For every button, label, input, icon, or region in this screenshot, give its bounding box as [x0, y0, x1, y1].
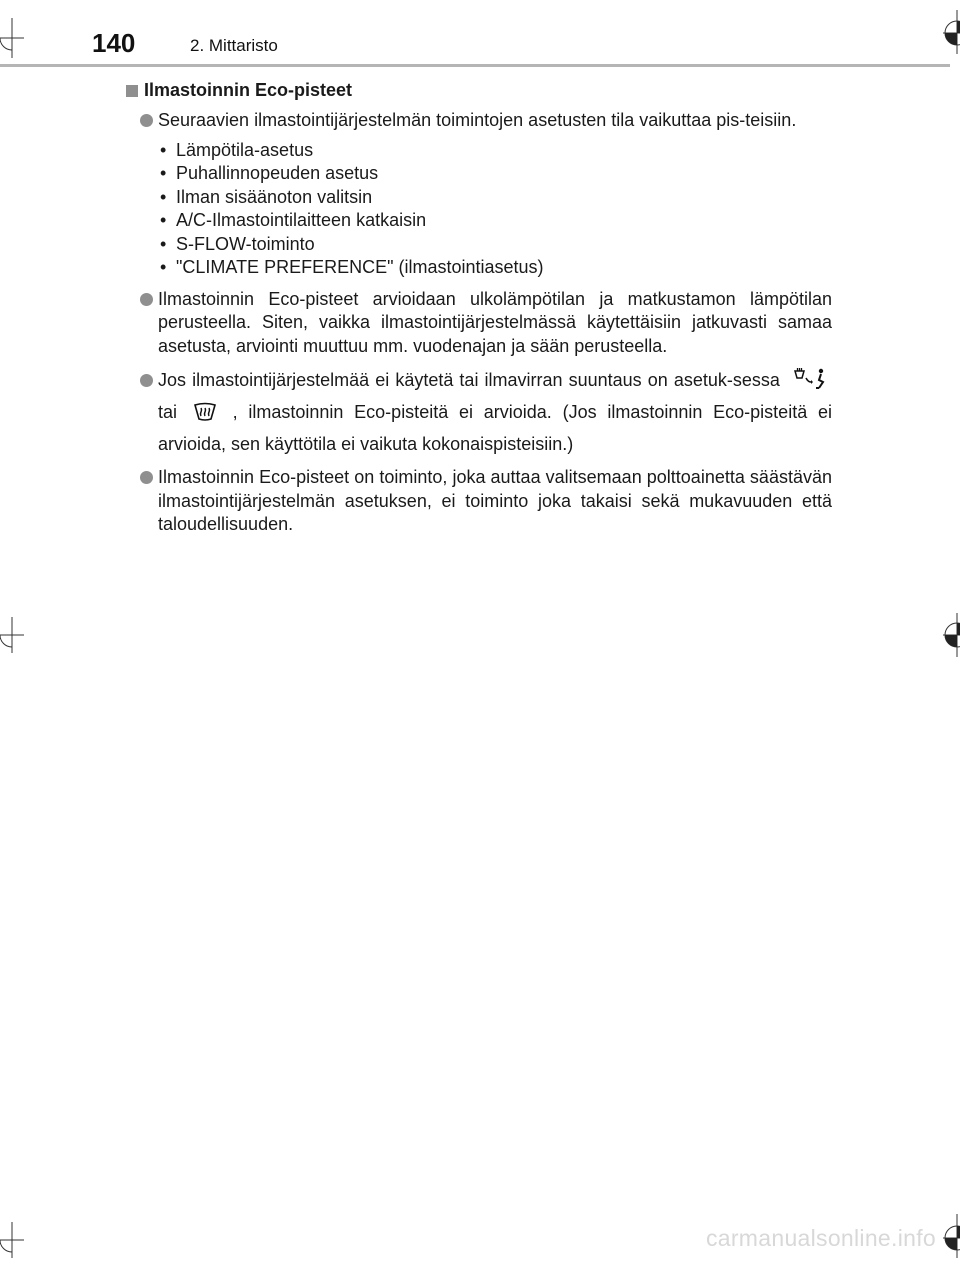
paragraph-intro-text: Seuraavien ilmastointijärjestelmän toimintojen asetusten tila vaikuttaa pis-teisiin.	[158, 110, 797, 130]
registration-mark-mid-right	[925, 613, 960, 657]
square-bullet-icon	[126, 85, 138, 97]
crop-mark-top-left	[0, 18, 30, 58]
round-bullet-icon	[140, 114, 153, 127]
section-title: Ilmastoinnin Eco-pisteet	[144, 80, 353, 100]
registration-mark-top-right	[925, 10, 960, 54]
round-bullet-icon	[140, 293, 153, 306]
list-item: • S-FLOW-toiminto	[158, 233, 832, 257]
section-heading	[126, 80, 832, 101]
watermark: carmanualsonline.info	[705, 1225, 936, 1251]
defrost-feet-icon	[792, 368, 826, 398]
paragraph-airflow-text-end: , ilmastoinnin Eco-pisteitä ei arvioida. (Jos ilmastoinnin Eco-pisteitä ei arvioida, sen käyttötila ei vaikuta kokonaispisteisiin.)	[158, 402, 832, 454]
paragraph-airflow-text-start: Jos ilmastointijärjestelmää ei käytetä tai ilmavirran suuntaus on asetuk-sessa	[158, 370, 780, 390]
paragraph-airflow-or: tai	[158, 402, 178, 422]
list-item: • Ilman sisäänoton valitsin	[158, 186, 832, 210]
header-rule	[0, 64, 950, 67]
list-item: • Puhallinnopeuden asetus	[158, 162, 832, 186]
paragraph-purpose-text: Ilmastoinnin Eco-pisteet on toiminto, joka auttaa valitsemaan polttoainetta säästävän ilmastointijärjestelmän asetuksen, ei toiminto joka takaisi sekä mukavuuden että taloudellisuuden.	[158, 467, 832, 534]
paragraph-purpose	[126, 466, 832, 537]
paragraph-evaluation-text: Ilmastoinnin Eco-pisteet arvioidaan ulkolämpötilan ja matkustamon lämpötilan perusteella. Siten, vaikka ilmastointijärjestelmässä käytettäisiin jatkuvasti samaa asetusta, arviointi muuttuu mm. vuodenajan ja sään perusteella.	[158, 288, 832, 356]
list-item: • A/C-Ilmastointilaitteen katkaisin	[158, 209, 832, 233]
list-item: • "CLIMATE PREFERENCE" (ilmastointiasetus)	[158, 256, 832, 280]
windshield-defrost-icon	[194, 402, 216, 430]
round-bullet-icon	[140, 374, 153, 387]
chapter-title: 2. Mittaristo	[190, 36, 278, 55]
page-number: 140	[92, 28, 136, 58]
crop-mark-bottom-left	[0, 1222, 30, 1262]
list-item: • Lämpötila-asetus	[158, 139, 832, 163]
crop-mark-mid-left	[0, 615, 30, 655]
paragraph-airflow	[126, 366, 832, 458]
round-bullet-icon	[140, 471, 153, 484]
paragraph-settings	[126, 109, 832, 280]
page-content	[126, 80, 832, 545]
paragraph-evaluation	[126, 288, 832, 359]
settings-list	[158, 139, 832, 280]
